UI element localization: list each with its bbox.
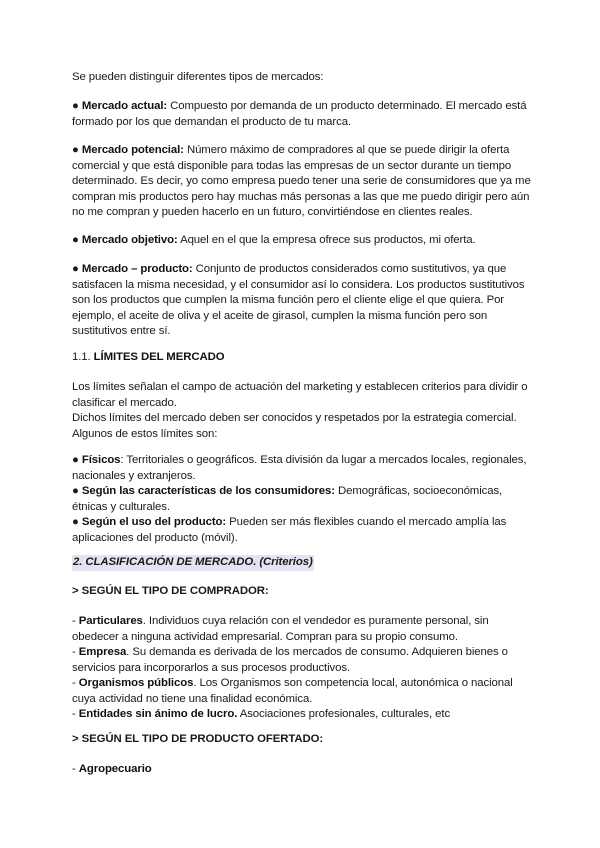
list-item: - Entidades sin ánimo de lucro. Asociaciones profesionales, culturales, etc bbox=[72, 708, 451, 720]
bullet: ● bbox=[72, 263, 79, 275]
highlighted-section-title: 2. CLASIFICACIÓN DE MERCADO. (Criterios) bbox=[72, 555, 314, 571]
list-item: - Empresa. Su demanda es derivada de los mercados de consumo. Adquieren bienes o servicios para incorporarlos a sus procesos productivos. bbox=[72, 646, 508, 674]
definition-term: Mercado actual: bbox=[81, 100, 168, 112]
list-item: - Organismos públicos. Los Organismos son competencia local, autonómica o nacional cuya actividad no tiene una finalidad económica. bbox=[72, 677, 513, 705]
definition-mercado-actual bbox=[72, 99, 532, 130]
list-item: ● Según las características de los consumidores: Demográficas, socioeconómicas, étnicas y culturales. bbox=[72, 485, 503, 513]
definition-text: Conjunto de productos considerados como sustitutivos, ya que satisfacen la misma necesidad, y el consumidor así lo considera. Los productos sustitutivos son los productos que cumplen la misma función pero el cliente elige el que quiera. Por ejemplo, el aceite de oliva y el aceite de girasol, cumplen la misma función pero son sustitutivos entre sí. bbox=[72, 263, 525, 337]
list-item: - Particulares. Individuos cuya relación con el vendedor es puramente personal, sin obedecer a ninguna actividad empresarial. Compran para su propio consumo. bbox=[72, 615, 489, 643]
definition-term: Mercado objetivo: bbox=[81, 234, 178, 246]
limits-paragraph: Los límites señalan el campo de actuación del marketing y establecen criterios para dividir o clasificar el mercado. Dichos límites del mercado deben ser conocidos y respetados por la estrategia comercial. Algunos de estos límites son: bbox=[72, 381, 528, 440]
limits-list bbox=[72, 453, 532, 546]
definition-mercado-producto bbox=[72, 262, 532, 340]
list-item: ● Según el uso del producto: Pueden ser más flexibles cuando el mercado amplía las aplicaciones del producto (móvil). bbox=[72, 516, 507, 544]
section-heading-limites bbox=[72, 350, 532, 366]
subheading-tipo-producto: > SEGÚN EL TIPO DE PRODUCTO OFERTADO: bbox=[72, 733, 324, 745]
list-item: ● Físicos: Territoriales o geográficos. Esta división da lugar a mercados locales, regionales, nacionales y extranjeros. bbox=[72, 454, 527, 482]
intro-paragraph: Se pueden distinguir diferentes tipos de mercados: bbox=[72, 71, 324, 83]
bullet: ● bbox=[72, 100, 79, 112]
definition-text: Número máximo de compradores al que se puede dirigir la oferta comercial y que está disponible para todas las empresas de un sector durante un tiempo determinado. Es decir, yo como empresa puedo tener una serie de consumidores que ya me compran mis productos pero hay muchas más personas a las que me puedo dirigir pero aún no me compran y pueden hacerlo en un futuro, convirtiéndose en clientes reales. bbox=[72, 144, 531, 218]
definition-term: Mercado potencial: bbox=[81, 144, 184, 156]
section-number: 1.1. bbox=[72, 351, 94, 363]
definition-mercado-objetivo bbox=[72, 233, 532, 249]
section-heading-clasificacion bbox=[72, 555, 532, 571]
subheading-tipo-comprador: > SEGÚN EL TIPO DE COMPRADOR: bbox=[72, 585, 269, 597]
bullet: ● bbox=[72, 234, 79, 246]
list-item: - Agropecuario bbox=[72, 763, 152, 775]
definition-term: Mercado – producto: bbox=[81, 263, 193, 275]
definition-mercado-potencial bbox=[72, 143, 532, 221]
definition-text: Aquel en el que la empresa ofrece sus productos, mi oferta. bbox=[177, 234, 476, 246]
definition-text: Compuesto por demanda de un producto determinado. El mercado está formado por los que demandan el producto de tu marca. bbox=[72, 100, 527, 128]
section-title: LÍMITES DEL MERCADO bbox=[93, 351, 225, 363]
product-type-list bbox=[72, 762, 532, 778]
bullet: ● bbox=[72, 144, 79, 156]
buyer-type-list bbox=[72, 614, 532, 723]
